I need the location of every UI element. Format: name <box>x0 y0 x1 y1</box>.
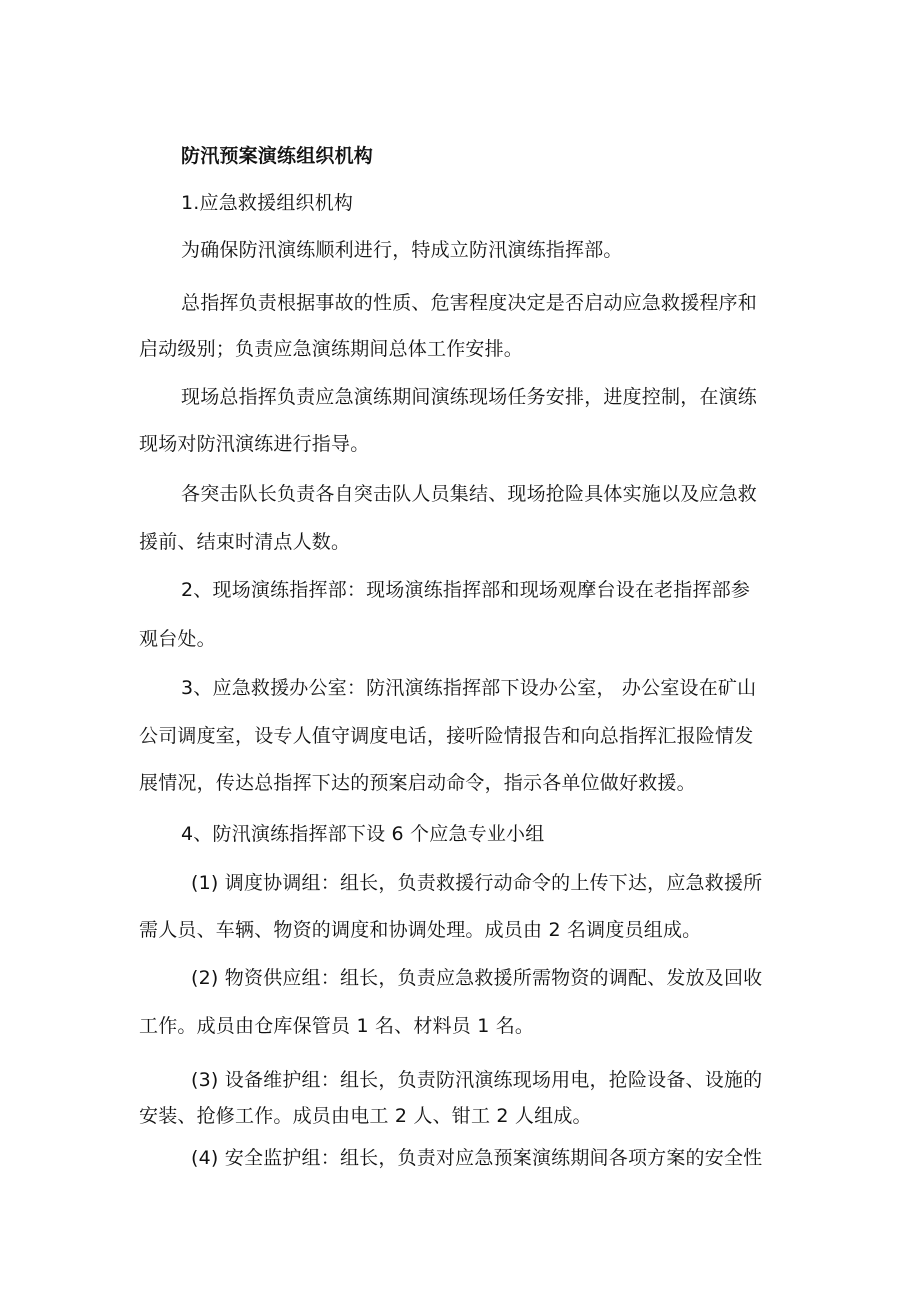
paragraph-line: 现场对防汛演练进行指导。 <box>139 433 370 455</box>
paragraph-line: 2、现场演练指挥部：现场演练指挥部和现场观摩台设在老指挥部参 <box>181 579 751 601</box>
paragraph-line: (3) 设备维护组：组长，负责防汛演练现场用电，抢险设备、设施的 <box>191 1069 763 1091</box>
paragraph-line: 总指挥负责根据事故的性质、危害程度决定是否启动应急救援程序和 <box>181 292 758 314</box>
paragraph-line: 启动级别；负责应急演练期间总体工作安排。 <box>139 338 524 360</box>
paragraph-line: 3、应急救援办公室：防汛演练指挥部下设办公室， 办公室设在矿山 <box>181 677 757 699</box>
paragraph-line: 援前、结束时清点人数。 <box>139 531 351 553</box>
paragraph-line: 安装、抢修工作。成员由电工 2 人、钳工 2 人组成。 <box>139 1105 592 1127</box>
paragraph-line: (1) 调度协调组：组长，负责救援行动命令的上传下达，应急救援所 <box>191 872 763 894</box>
paragraph-line: (2) 物资供应组：组长，负责应急救援所需物资的调配、发放及回收 <box>191 967 763 989</box>
paragraph-line: 观台处。 <box>139 628 216 650</box>
paragraph-line: 工作。成员由仓库保管员 1 名、材料员 1 名。 <box>139 1015 535 1037</box>
paragraph-line: 需人员、车辆、物资的调度和协调处理。成员由 2 名调度员组成。 <box>139 919 702 941</box>
section-heading: 1.应急救援组织机构 <box>181 192 354 214</box>
paragraph-line: 展情况，传达总指挥下达的预案启动命令，指示各单位做好救援。 <box>139 772 696 794</box>
document-title: 防汛预案演练组织机构 <box>181 145 374 167</box>
paragraph-line: 4、防汛演练指挥部下设 6 个应急专业小组 <box>181 823 545 845</box>
paragraph-line: 为确保防汛演练顺利进行，特成立防汛演练指挥部。 <box>181 239 623 261</box>
paragraph-line: 现场总指挥负责应急演练期间演练现场任务安排，进度控制，在演练 <box>181 386 758 408</box>
paragraph-line: (4) 安全监护组：组长，负责对应急预案演练期间各项方案的安全性 <box>191 1147 763 1169</box>
paragraph-line: 各突击队长负责各自突击队人员集结、现场抢险具体实施以及应急救 <box>181 483 758 505</box>
paragraph-line: 公司调度室，设专人值守调度电话，接听险情报告和向总指挥汇报险情发 <box>139 725 754 747</box>
